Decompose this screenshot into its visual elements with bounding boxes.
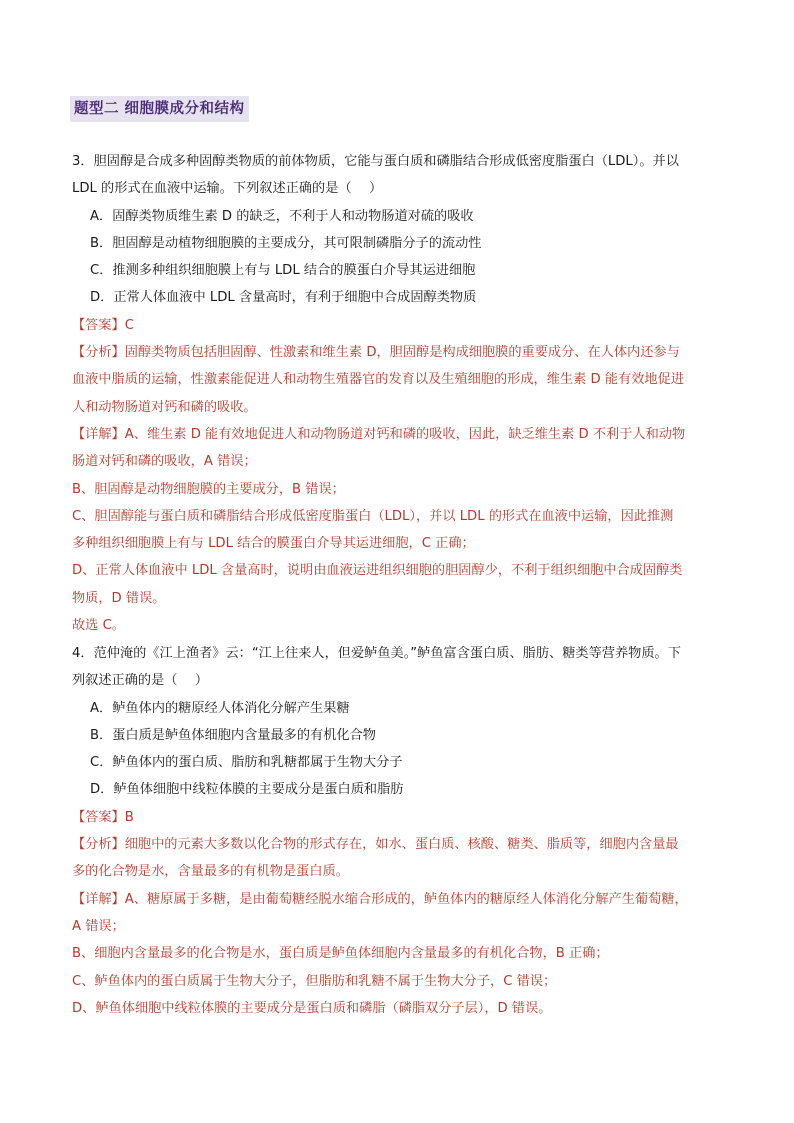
detail-line: B、胆固醇是动物细胞膜的主要成分，B 错误； [72,481,345,497]
option-b: B．胆固醇是动植物细胞膜的主要成分，其可限制磷脂分子的流动性 [90,235,482,251]
option-c: C．推测多种组织细胞膜上有与 LDL 结合的膜蛋白介导其运进细胞 [90,263,476,279]
detail-line: D、正常人体血液中 LDL 含量高时，说明由血液运进组织细胞的胆固醇少，不利于组织细胞中合成固醇类 [72,563,683,579]
question-3 [72,148,724,639]
analysis-line [72,339,724,366]
detail-line: C、胆固醇能与蛋白质和磷脂结合形成低密度脂蛋白（LDL），并以 LDL 的形式在血液中运输，因此推测 [72,508,674,524]
question-4 [72,640,724,1022]
detail-text: A、维生素 D 能有效地促进人和动物肠道对钙和磷的吸收，因此，缺乏维生素 D 不利于人和动物 [124,426,686,442]
detail-tag: 【详解】 [72,426,125,442]
detail-line: 故选 C。 [72,618,125,634]
detail-text: A、糖原属于多糖，是由葡萄糖经脱水缩合形成的，鲈鱼体内的糖原经人体消化分解产生葡萄糖， [124,891,688,907]
section-title: 题型二 细胞膜成分和结构 [70,96,249,122]
question-stem-line: 4．范仲淹的《江上渔者》云：“江上往来人，但爱鲈鱼美。”鲈鱼富含蛋白质、脂肪、糖类等营养物质。下 [72,646,681,661]
answer-line [72,804,724,831]
option-a: A．固醇类物质维生素 D 的缺乏，不利于人和动物肠道对硫的吸收 [90,208,474,224]
detail-line: 物质，D 错误。 [72,590,166,606]
option-a: A．鲈鱼体内的糖原经人体消化分解产生果糖 [90,700,350,716]
detail-line: A 错误； [72,918,125,934]
detail-line: 多种组织细胞膜上有与 LDL 结合的膜蛋白介导其运进细胞，C 正确； [72,536,475,552]
detail-line [72,886,724,913]
answer-value: C [124,317,134,333]
analysis-line: 多的化合物是水，含量最多的有机物是蛋白质。 [72,864,349,880]
analysis-tag: 【分析】 [72,345,125,361]
answer-line [72,312,724,339]
detail-line: C、鲈鱼体内的蛋白质属于生物大分子，但脂肪和乳糖不属于生物大分子，C 错误； [72,973,557,989]
detail-tag: 【详解】 [72,891,125,907]
answer-tag: 【答案】 [72,809,125,825]
option-d: D．鲈鱼体细胞中线粒体膜的主要成分是蛋白质和脂肪 [90,782,404,798]
question-stem-line: LDL 的形式在血液中运输。下列叙述正确的是（ ） [72,181,383,197]
detail-line: B、细胞内含量最多的化合物是水，蛋白质是鲈鱼体细胞内含量最多的有机化合物，B 正确； [72,946,609,962]
question-stem-line: 3．胆固醇是合成多种固醇类物质的前体物质，它能与蛋白质和磷脂结合形成低密度脂蛋白（LDL）。并以 [72,154,679,169]
question-stem-line: 列叙述正确的是（ ） [72,673,209,689]
detail-line: 肠道对钙和磷的吸收，A 错误； [72,454,257,470]
answer-value: B [124,809,134,825]
analysis-tag: 【分析】 [72,837,125,853]
option-d: D．正常人体血液中 LDL 含量高时，有利于细胞中合成固醇类物质 [90,290,477,306]
analysis-line [72,831,724,858]
answer-tag: 【答案】 [72,317,125,333]
analysis-text: 细胞中的元素大多数以化合物的形式存在，如水、蛋白质、核酸、糖类、脂质等，细胞内含量最 [124,837,679,853]
analysis-text: 固醇类物质包括胆固醇、性激素和维生素 D，胆固醇是构成细胞膜的重要成分、在人体内还参与 [124,345,680,361]
option-c: C．鲈鱼体内的蛋白质、脂肪和乳糖都属于生物大分子 [90,755,403,771]
detail-line: D、鲈鱼体细胞中线粒体膜的主要成分是蛋白质和磷脂（磷脂双分子层），D 错误。 [72,1000,552,1016]
analysis-line: 血液中脂质的运输，性激素能促进人和动物生殖器官的发育以及生殖细胞的形成，维生素 D 能有效地促进 [72,372,684,388]
detail-line [72,421,724,448]
analysis-line: 人和动物肠道对钙和磷的吸收。 [72,399,257,415]
option-b: B．蛋白质是鲈鱼体细胞内含量最多的有机化合物 [90,727,376,743]
